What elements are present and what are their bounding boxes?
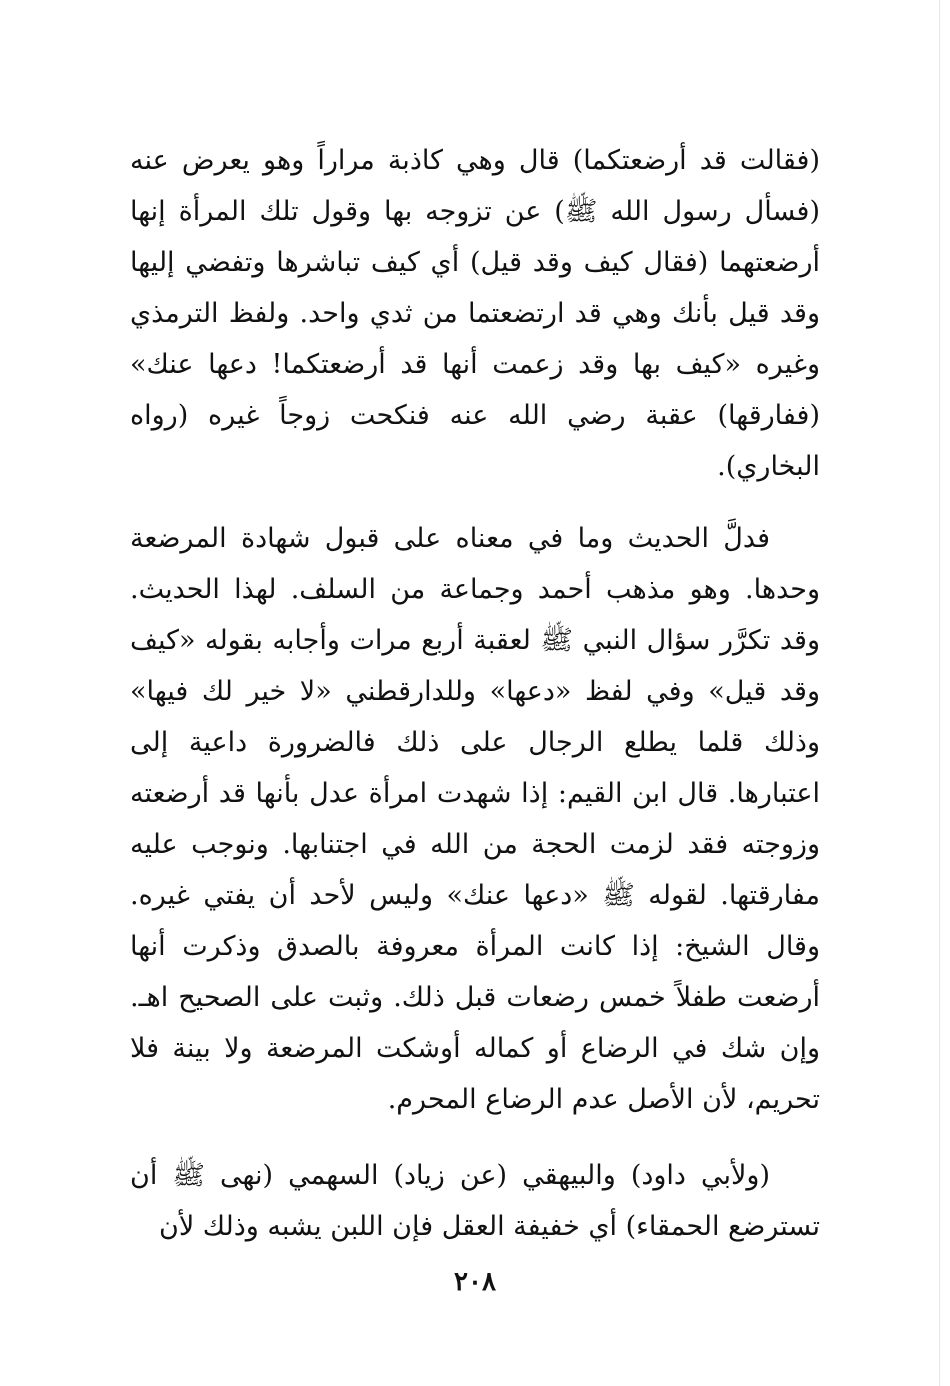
paragraph-3: (ولأبي داود) والبيهقي (عن زياد) السهمي (نهى ﷺ أن تسترضع الحمقاء) أي خفيفة العقل فإن اللبن يشبه وذلك لأن [130,1160,820,1242]
paragraph-1-block [130,135,820,492]
paragraph-1: (فقالت قد أرضعتكما) قال وهي كاذبة مراراً وهو يعرض عنه (فسأل رسول الله ﷺ) عن تزوجه بها وقول تلك المرأة إنها أرضعتهما (فقال كيف وقد قيل) أي كيف تباشرها وتفضي إليها وقد قيل بأنك وهي قد ارتضعتما من ثدي واحد. ولفظ الترمذي وغيره «كيف بها وقد زعمت أنها قد أرضعتكما! دعها عنك» (ففارقها) عقبة رضي الله عنه فنكحت زوجاً غيره (رواه البخاري). [130,145,820,482]
paragraph-2: فدلَّ الحديث وما في معناه على قبول شهادة المرضعة وحدها. وهو مذهب أحمد وجماعة من السلف. لهذا الحديث. وقد تكرَّر سؤال النبي ﷺ لعقبة أربع مرات وأجابه بقوله «كيف وقد قيل» وفي لفظ «دعها» وللدارقطني «لا خير لك فيها» وذلك قلما يطلع الرجال على ذلك فالضرورة داعية إلى اعتبارها. قال ابن القيم: إذا شهدت امرأة عدل بأنها قد أرضعته وزوجته فقد لزمت الحجة من الله في اجتنابها. ونوجب عليه مفارقتها. لقوله ﷺ «دعها عنك» وليس لأحد أن يفتي غيره. وقال الشيخ: إذا كانت المرأة معروفة بالصدق وذكرت أنها أرضعت طفلاً خمس رضعات قبل ذلك. وثبت على الصحيح اهـ. وإن شك في الرضاع أو كماله أوشكت المرضعة ولا بينة فلا تحريم، لأن الأصل عدم الرضاع المحرم. [130,523,820,1115]
page-number: ٢٠٨ [454,1267,496,1297]
page-edge-line [939,0,940,1386]
paragraph-2-block [130,513,820,1125]
paragraph-3-block [130,1150,820,1252]
